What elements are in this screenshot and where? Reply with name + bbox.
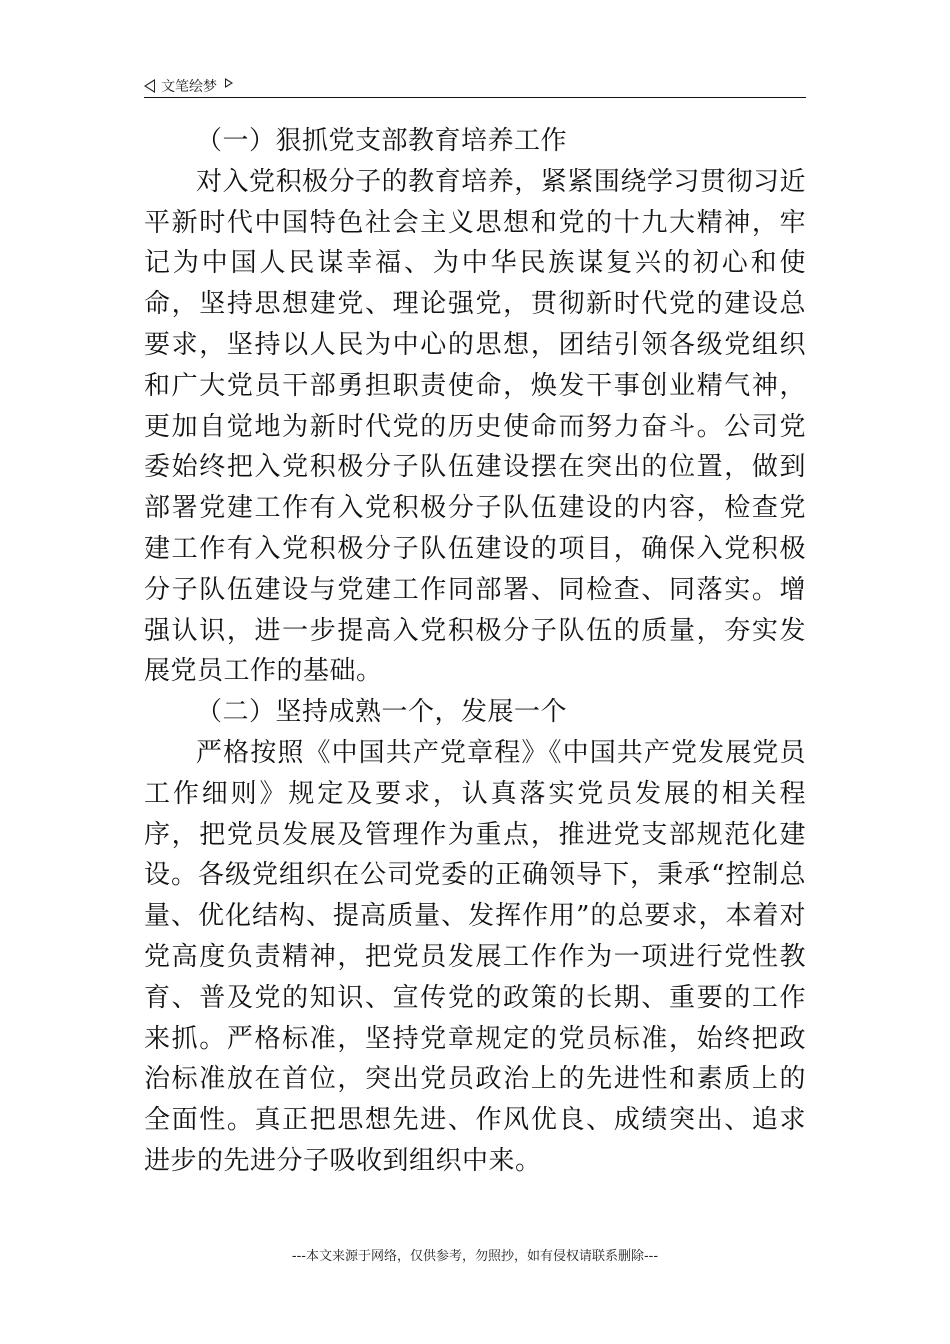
- triangle-left-outline-icon: [144, 79, 155, 93]
- section-paragraph-1: 对入党积极分子的教育培养，紧紧围绕学习贯彻习近平新时代中国特色社会主义思想和党的十九大精神，牢记为中国人民谋幸福、为中华民族谋复兴的初心和使命，坚持思想建党、理论强党，贯彻新时代党的建设总要求，坚持以人民为中心的思想，团结引领各级党组织和广大党员干部勇担职责使命，焕发干事创业精气神，更加自觉地为新时代党的历史使命而努力奋斗。公司党委始终把入党积极分子队伍建设摆在突出的位置，做到部署党建工作有入党积极分子队伍建设的内容，检查党建工作有入党积极分子队伍建设的项目，确保入党积极分子队伍建设与党建工作同部署、同检查、同落实。增强认识，进一步提高入党积极分子队伍的质量，夯实发展党员工作的基础。: [144, 166, 806, 687]
- header-divider: [144, 97, 806, 98]
- triangle-right-outline-icon: [225, 78, 233, 88]
- page-header: [144, 74, 806, 98]
- document-body: [144, 121, 806, 1182]
- page-footer: ---本文来源于网络，仅供参考，勿照抄，如有侵权请联系删除---: [291, 1249, 659, 1264]
- section-heading-2: （二）坚持成熟一个，发展一个: [196, 697, 568, 728]
- section-heading-1: （一）狠抓党支部教育培养工作: [196, 126, 568, 156]
- section-paragraph-2: 严格按照《中国共产党章程》《中国共产党发展党员工作细则》规定及要求，认真落实党员发展的相关程序，把党员发展及管理作为重点，推进党支部规范化建设。各级党组织在公司党委的正确领导下，秉承“控制总量、优化结构、提高质量、发挥作用”的总要求，本着对党高度负责精神，把党员发展工作作为一项进行党性教育、普及党的知识、宣传党的政策的长期、重要的工作来抓。严格标准，坚持党章规定的党员标准，始终把政治标准放在首位，突出党员政治上的先进性和素质上的全面性。真正把思想先进、作风优良、成绩突出、追求进步的先进分子吸收到组织中来。: [144, 737, 806, 1176]
- header-title: 文笔绘梦: [161, 79, 217, 95]
